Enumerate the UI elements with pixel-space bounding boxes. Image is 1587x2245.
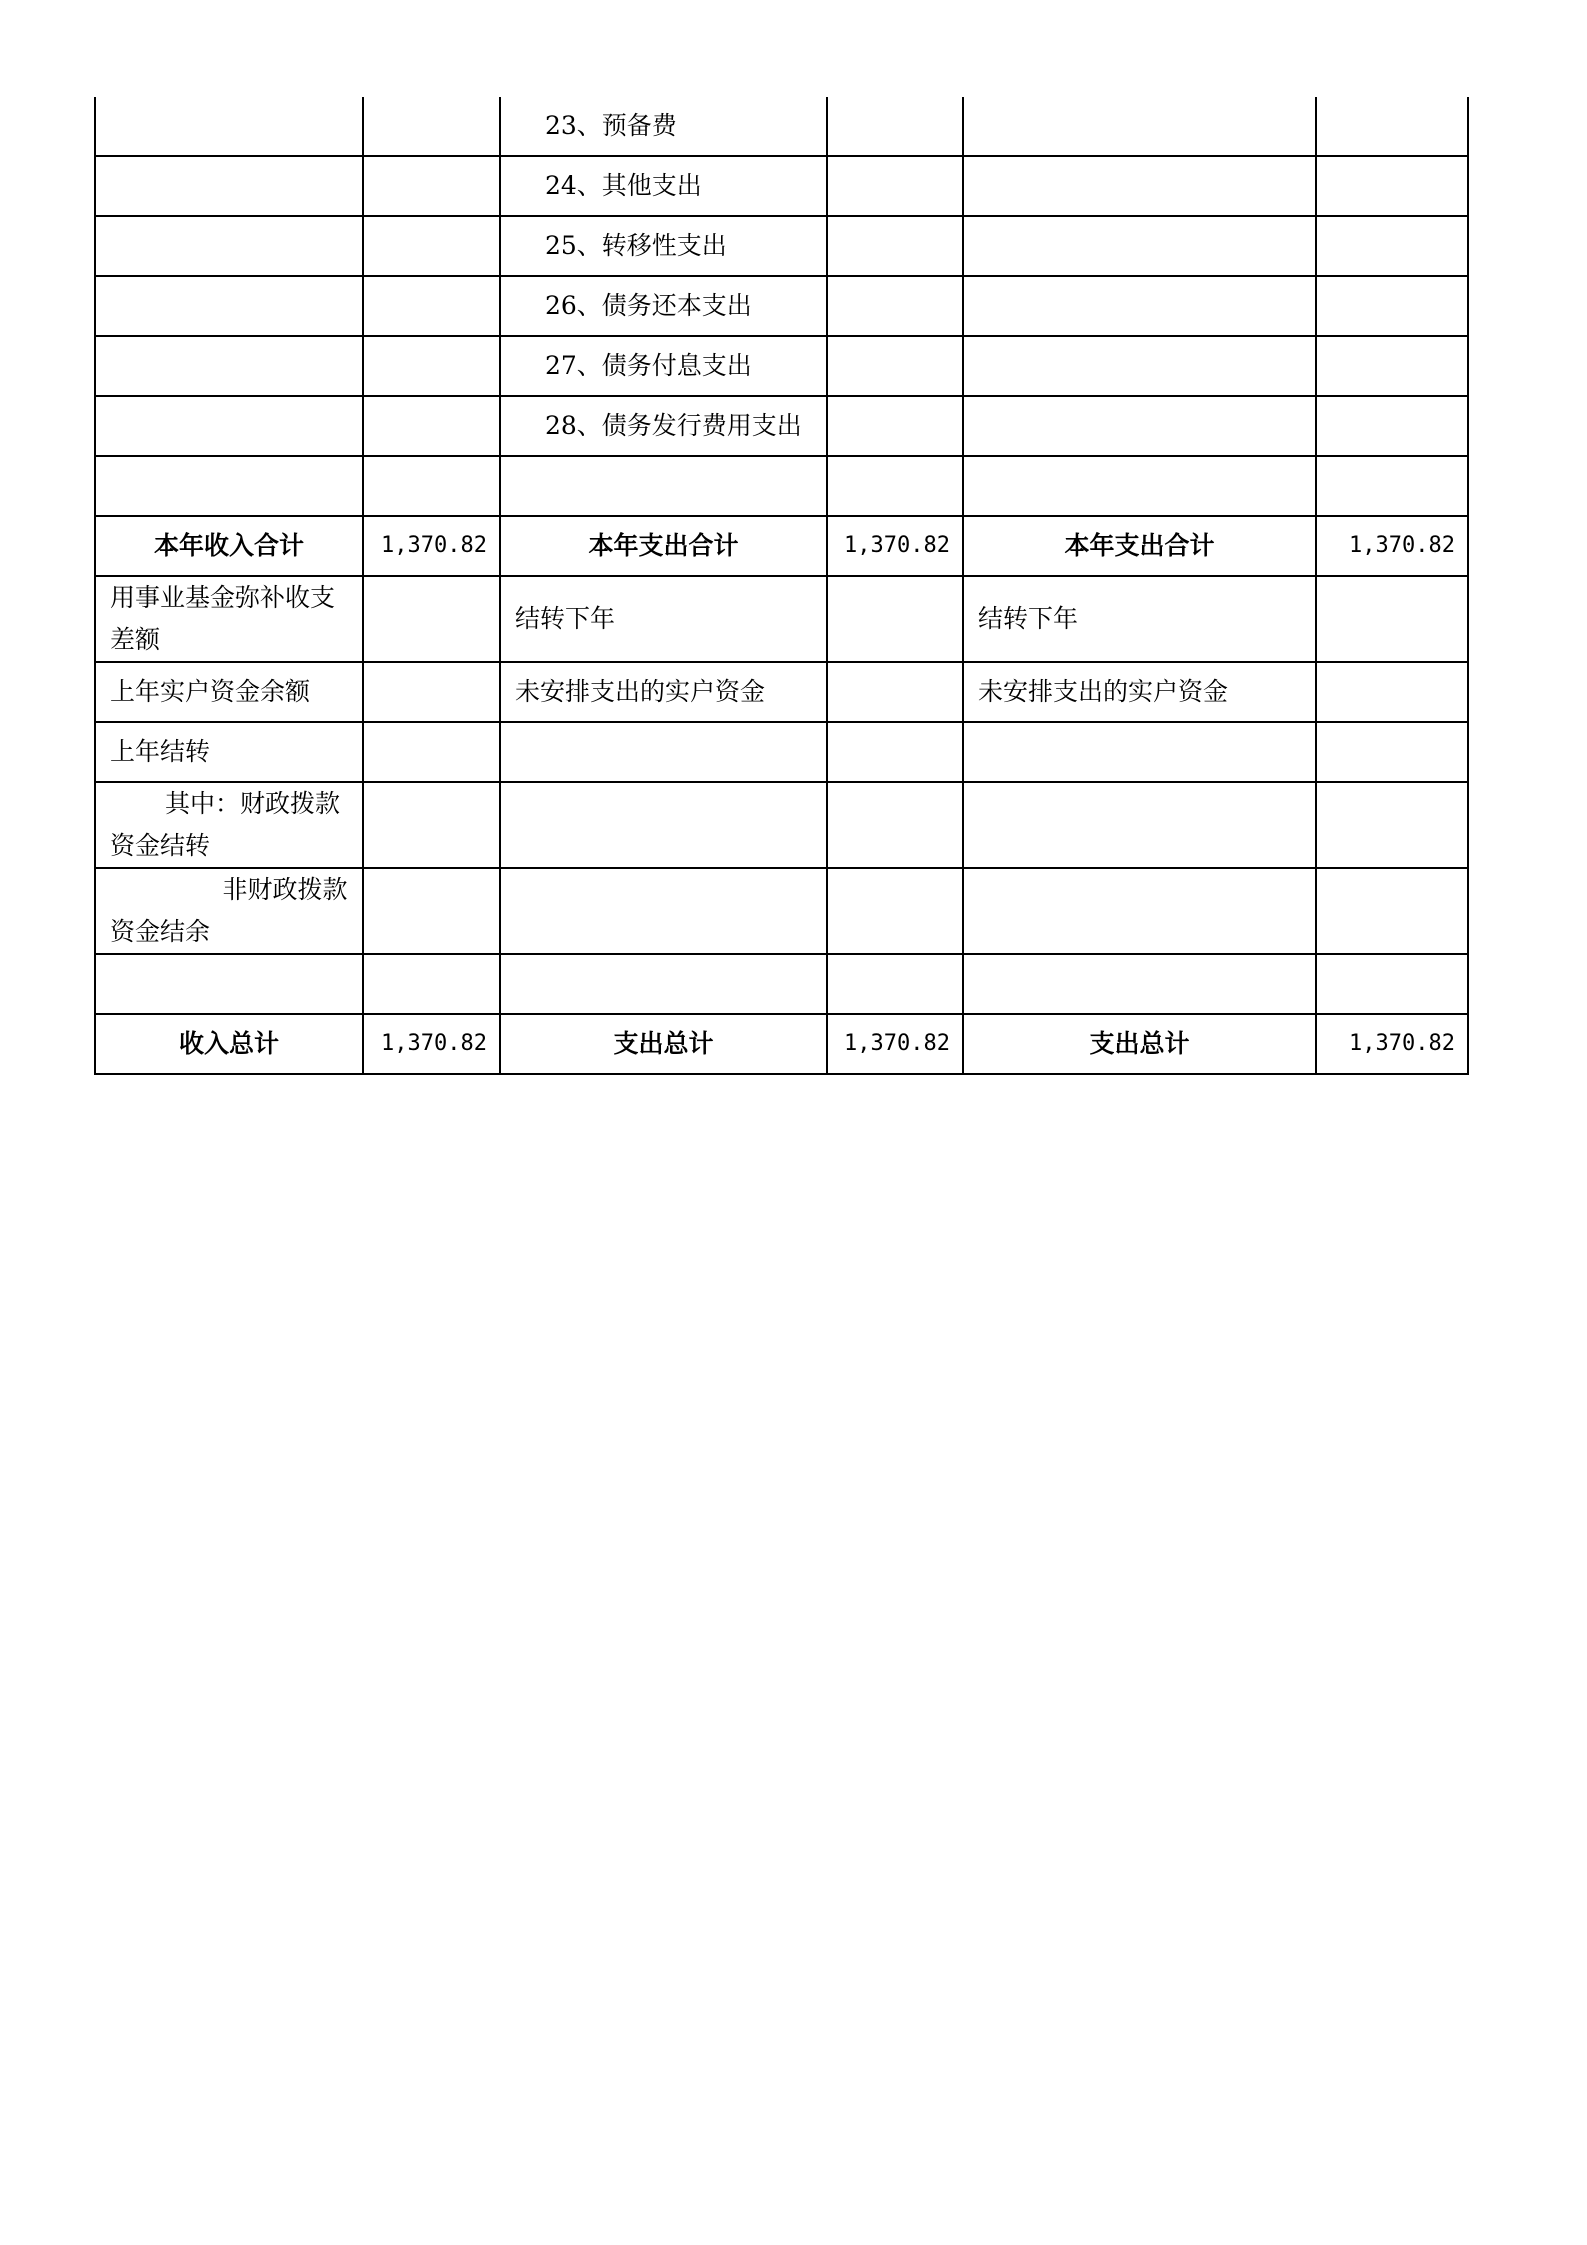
empty-cell xyxy=(1316,456,1468,516)
empty-cell xyxy=(363,216,500,276)
grand-expense-total-label-2: 支出总计 xyxy=(963,1014,1316,1074)
table-row xyxy=(95,216,1468,276)
expense-item-label: 23、预备费 xyxy=(500,97,827,156)
empty-cell xyxy=(363,576,500,662)
empty-cell xyxy=(963,97,1316,156)
empty-cell xyxy=(1316,576,1468,662)
empty-cell xyxy=(363,868,500,954)
annual-income-total-value: 1,370.82 xyxy=(363,516,500,576)
empty-cell xyxy=(963,722,1316,782)
grand-total-row xyxy=(95,1014,1468,1074)
empty-cell xyxy=(500,456,827,516)
empty-cell xyxy=(827,576,963,662)
empty-cell xyxy=(827,276,963,336)
empty-cell xyxy=(363,156,500,216)
expense-item-label: 28、债务发行费用支出 xyxy=(500,396,827,456)
empty-cell xyxy=(500,782,827,868)
table-row xyxy=(95,954,1468,1014)
annual-expense-total-value-2: 1,370.82 xyxy=(1316,516,1468,576)
empty-cell xyxy=(95,216,363,276)
empty-cell xyxy=(827,336,963,396)
empty-cell xyxy=(1316,396,1468,456)
empty-cell xyxy=(963,954,1316,1014)
empty-cell xyxy=(363,396,500,456)
empty-cell xyxy=(827,782,963,868)
empty-cell xyxy=(500,868,827,954)
grand-income-total-label: 收入总计 xyxy=(95,1014,363,1074)
expense-item-label: 24、其他支出 xyxy=(500,156,827,216)
fund-offset-label: 用事业基金弥补收支差额 xyxy=(95,576,363,662)
empty-cell xyxy=(500,722,827,782)
empty-cell xyxy=(827,456,963,516)
nonfiscal-balance-label: 非财政拨款资金结余 xyxy=(95,868,363,954)
empty-cell xyxy=(827,662,963,722)
empty-cell xyxy=(963,336,1316,396)
grand-expense-total-value: 1,370.82 xyxy=(827,1014,963,1074)
empty-cell xyxy=(1316,782,1468,868)
empty-cell xyxy=(363,954,500,1014)
empty-cell xyxy=(1316,276,1468,336)
empty-cell xyxy=(827,97,963,156)
empty-cell xyxy=(500,954,827,1014)
annual-expense-total-value: 1,370.82 xyxy=(827,516,963,576)
empty-cell xyxy=(1316,216,1468,276)
table-row xyxy=(95,722,1468,782)
expense-item-label: 25、转移性支出 xyxy=(500,216,827,276)
empty-cell xyxy=(827,216,963,276)
empty-cell xyxy=(1316,662,1468,722)
table-row xyxy=(95,396,1468,456)
empty-cell xyxy=(827,722,963,782)
carry-forward-label: 结转下年 xyxy=(500,576,827,662)
empty-cell xyxy=(827,954,963,1014)
empty-cell xyxy=(827,868,963,954)
table-row xyxy=(95,868,1468,954)
empty-cell xyxy=(95,97,363,156)
empty-cell xyxy=(363,276,500,336)
table-row xyxy=(95,276,1468,336)
empty-cell xyxy=(963,276,1316,336)
empty-cell xyxy=(363,336,500,396)
table-row xyxy=(95,97,1468,156)
grand-expense-total-label: 支出总计 xyxy=(500,1014,827,1074)
empty-cell xyxy=(363,662,500,722)
table-row xyxy=(95,336,1468,396)
unallocated-funds-label: 未安排支出的实户资金 xyxy=(500,662,827,722)
table-row xyxy=(95,782,1468,868)
annual-income-total-label: 本年收入合计 xyxy=(95,516,363,576)
unallocated-funds-label-2: 未安排支出的实户资金 xyxy=(963,662,1316,722)
empty-cell xyxy=(1316,954,1468,1014)
empty-cell xyxy=(963,868,1316,954)
empty-cell xyxy=(827,396,963,456)
table-row xyxy=(95,576,1468,662)
expense-item-label: 27、债务付息支出 xyxy=(500,336,827,396)
empty-cell xyxy=(95,396,363,456)
empty-cell xyxy=(963,396,1316,456)
table-row xyxy=(95,456,1468,516)
table-row xyxy=(95,662,1468,722)
annual-total-row xyxy=(95,516,1468,576)
table-row xyxy=(95,156,1468,216)
empty-cell xyxy=(1316,336,1468,396)
empty-cell xyxy=(363,782,500,868)
grand-expense-total-value-2: 1,370.82 xyxy=(1316,1014,1468,1074)
empty-cell xyxy=(95,954,363,1014)
expense-item-label: 26、债务还本支出 xyxy=(500,276,827,336)
grand-income-total-value: 1,370.82 xyxy=(363,1014,500,1074)
empty-cell xyxy=(1316,156,1468,216)
empty-cell xyxy=(95,336,363,396)
prior-balance-label: 上年实户资金余额 xyxy=(95,662,363,722)
empty-cell xyxy=(95,276,363,336)
empty-cell xyxy=(963,156,1316,216)
empty-cell xyxy=(95,456,363,516)
empty-cell xyxy=(963,216,1316,276)
empty-cell xyxy=(963,782,1316,868)
empty-cell xyxy=(827,156,963,216)
empty-cell xyxy=(363,722,500,782)
empty-cell xyxy=(963,456,1316,516)
fiscal-carryover-label: 其中：财政拨款资金结转 xyxy=(95,782,363,868)
prior-carryover-label: 上年结转 xyxy=(95,722,363,782)
carry-forward-label-2: 结转下年 xyxy=(963,576,1316,662)
annual-expense-total-label-2: 本年支出合计 xyxy=(963,516,1316,576)
empty-cell xyxy=(1316,97,1468,156)
annual-expense-total-label: 本年支出合计 xyxy=(500,516,827,576)
empty-cell xyxy=(1316,868,1468,954)
empty-cell xyxy=(363,97,500,156)
empty-cell xyxy=(95,156,363,216)
empty-cell xyxy=(363,456,500,516)
empty-cell xyxy=(1316,722,1468,782)
budget-table xyxy=(94,97,1469,1075)
